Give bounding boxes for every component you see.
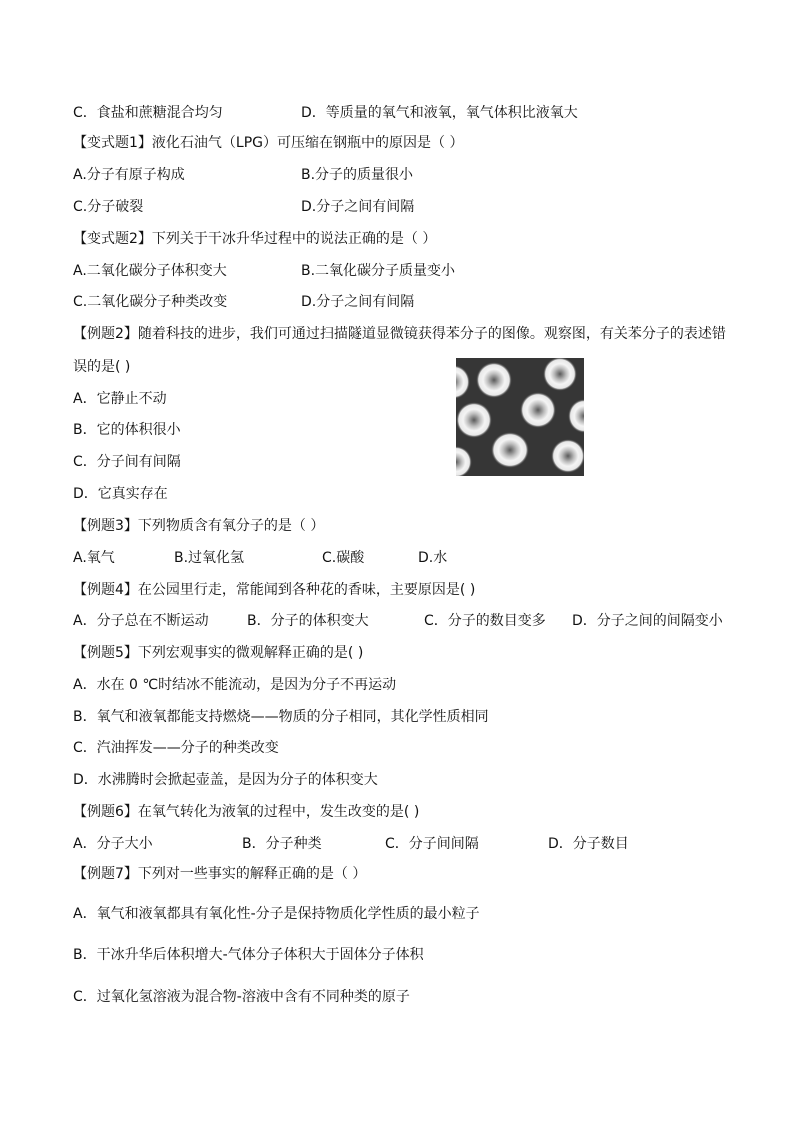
example2-option-a: A．它静止不动 — [73, 391, 167, 407]
benzene-stm-image — [456, 358, 584, 476]
example7-option-b: B．干冰升华后体积增大-气体分子体积大于固体分子体积 — [73, 947, 424, 963]
example4-option-d: D．分子之间的间隔变小 — [572, 613, 723, 629]
example7-stem: 【例题7】下列对一些事实的解释正确的是（ ） — [73, 866, 367, 882]
example6-option-b: B．分子种类 — [242, 836, 322, 852]
q0-option-c: C．食盐和蔗糖混合均匀 — [73, 105, 223, 121]
variant2-option-a: A.二氧化碳分子体积变大 — [73, 263, 227, 279]
example2-stem-line1: 【例题2】随着科技的进步，我们可通过扫描隧道显微镜获得苯分子的图像。观察图，有关苯分子的表述错 — [73, 326, 726, 342]
example7-option-a: A．氧气和液氧都具有氧化性-分子是保持物质化学性质的最小粒子 — [73, 906, 480, 922]
variant1-stem: 【变式题1】液化石油气（LPG）可压缩在钢瓶中的原因是（ ） — [73, 135, 464, 151]
example6-option-c: C．分子间间隔 — [385, 836, 479, 852]
benzene-molecule-graphic — [456, 358, 584, 476]
example6-stem: 【例题6】在氧气转化为液氧的过程中，发生改变的是( ) — [73, 804, 420, 820]
variant1-option-a: A.分子有原子构成 — [73, 167, 185, 183]
example6-option-a: A．分子大小 — [73, 836, 153, 852]
variant1-option-b: B.分子的质量很小 — [301, 167, 414, 183]
example6-option-d: D．分子数目 — [548, 836, 629, 852]
variant1-option-d: D.分子之间有间隔 — [301, 199, 415, 215]
example4-stem: 【例题4】在公园里行走，常能闻到各种花的香味，主要原因是( ) — [73, 582, 476, 598]
example5-option-b: B．氧气和液氧都能支持燃烧——物质的分子相同，其化学性质相同 — [73, 709, 489, 725]
example3-option-a: A.氧气 — [73, 550, 115, 566]
example3-option-b: B.过氧化氢 — [174, 550, 245, 566]
variant2-option-b: B.二氧化碳分子质量变小 — [301, 263, 456, 279]
example5-option-c: C．汽油挥发——分子的种类改变 — [73, 740, 279, 756]
example4-option-b: B．分子的体积变大 — [247, 613, 369, 629]
example5-option-a: A．水在 0 ℃时结冰不能流动，是因为分子不再运动 — [73, 677, 397, 693]
example3-option-d: D.水 — [418, 550, 448, 566]
example4-option-c: C．分子的数目变多 — [424, 613, 546, 629]
variant1-option-c: C.分子破裂 — [73, 199, 144, 215]
example2-option-c: C．分子间有间隔 — [73, 454, 181, 470]
example4-option-a: A．分子总在不断运动 — [73, 613, 209, 629]
example5-stem: 【例题5】下列宏观事实的微观解释正确的是( ) — [73, 645, 364, 661]
variant2-stem: 【变式题2】下列关于干冰升华过程中的说法正确的是（ ） — [73, 231, 437, 247]
variant2-option-d: D.分子之间有间隔 — [301, 294, 415, 310]
example7-option-c: C．过氧化氢溶液为混合物-溶液中含有不同种类的原子 — [73, 989, 410, 1005]
example2-stem-line2: 误的是( ) — [73, 359, 131, 375]
example3-option-c: C.碳酸 — [322, 550, 365, 566]
q0-option-d: D．等质量的氧气和液氧，氧气体积比液氧大 — [301, 105, 578, 121]
variant2-option-c: C.二氧化碳分子种类改变 — [73, 294, 228, 310]
example2-option-b: B．它的体积很小 — [73, 422, 181, 438]
example5-option-d: D．水沸腾时会掀起壶盖，是因为分子的体积变大 — [73, 772, 378, 788]
example2-option-d: D．它真实存在 — [73, 486, 168, 502]
example3-stem: 【例题3】下列物质含有氧分子的是（ ） — [73, 518, 325, 534]
